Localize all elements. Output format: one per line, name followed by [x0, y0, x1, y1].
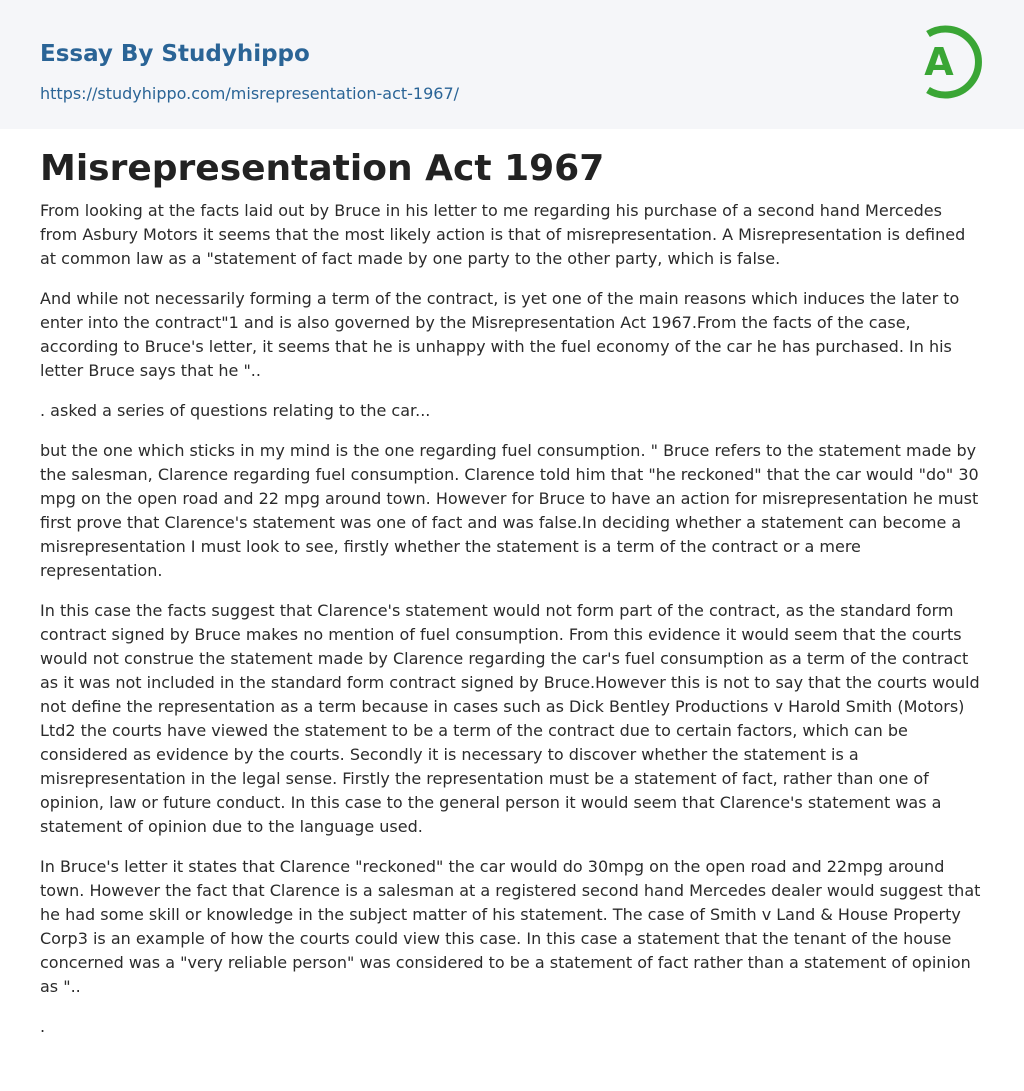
essay-paragraph: . asked a series of questions relating to the car...	[40, 401, 431, 420]
logo-letter: A	[924, 40, 954, 84]
essay-paragraph: From looking at the facts laid out by Bruce in his letter to me regarding his purchase of a second hand Mercedes from Asbury Motors it seems that the most likely action is that of misrepresentation. A Misrepresentation is defined at common law as a "statement of fact made by one party to the other party, which is false.	[40, 201, 966, 268]
essay-url-link[interactable]: https://studyhippo.com/misrepresentation-act-1967/	[40, 84, 460, 103]
essay-title: Misrepresentation Act 1967	[40, 148, 605, 189]
site-brand[interactable]: Essay By Studyhippo	[40, 41, 310, 67]
essay-content	[0, 129, 1024, 1039]
essay-paragraph: but the one which sticks in my mind is the one regarding fuel consumption. " Bruce refers to the statement made by the salesman, Clarence regarding fuel consumption. Clarence told him that "he reckoned" that the car would "do" 30 mpg on the open road and 22 mpg around town. However for Bruce to have an action for misrepresentation he must first prove that Clarence's statement was one of fact and was false.In deciding whether a statement can become a misrepresentation I must look to see, firstly whether the statement is a term of the contract or a mere representation.	[40, 441, 979, 580]
studyhippo-logo-icon[interactable]	[911, 19, 987, 105]
essay-paragraph: In Bruce's letter it states that Clarence "reckoned" the car would do 30mpg on the open road and 22mpg around town. However the fact that Clarence is a salesman at a registered second hand Mercedes dealer would suggest that he had some skill or knowledge in the subject matter of his statement. The case of Smith v Land & House Property Corp3 is an example of how the courts could view this case. In this case a statement that the tenant of the house concerned was a "very reliable person" was considered to be a statement of fact rather than a statement of opinion as "..	[40, 857, 981, 996]
essay-paragraph: And while not necessarily forming a term of the contract, is yet one of the main reasons which induces the later to enter into the contract"1 and is also governed by the Misrepresentation Act 1967.From the facts of the case, according to Bruce's letter, it seems that he is unhappy with the fuel economy of the car he has purchased. In his letter Bruce says that he "..	[40, 289, 960, 380]
essay-paragraph: In this case the facts suggest that Clarence's statement would not form part of the contract, as the standard form contract signed by Bruce makes no mention of fuel consumption. From this evidence it would seem that the courts would not construe the statement made by Clarence regarding the car's fuel consumption as a term of the contract as it was not included in the standard form contract signed by Bruce.However this is not to say that the courts would not define the representation as a term because in cases such as Dick Bentley Productions v Harold Smith (Motors) Ltd2 the courts have viewed the statement to be a term of the contract due to certain factors, which can be considered as evidence by the courts. Secondly it is necessary to discover whether the statement is a misrepresentation in the legal sense. Firstly the representation must be a statement of fact, rather than one of opinion, law or future conduct. In this case to the general person it would seem that Clarence's statement was a statement of opinion due to the language used.	[40, 601, 980, 836]
site-header	[0, 0, 1024, 129]
essay-paragraph: .	[40, 1017, 46, 1036]
